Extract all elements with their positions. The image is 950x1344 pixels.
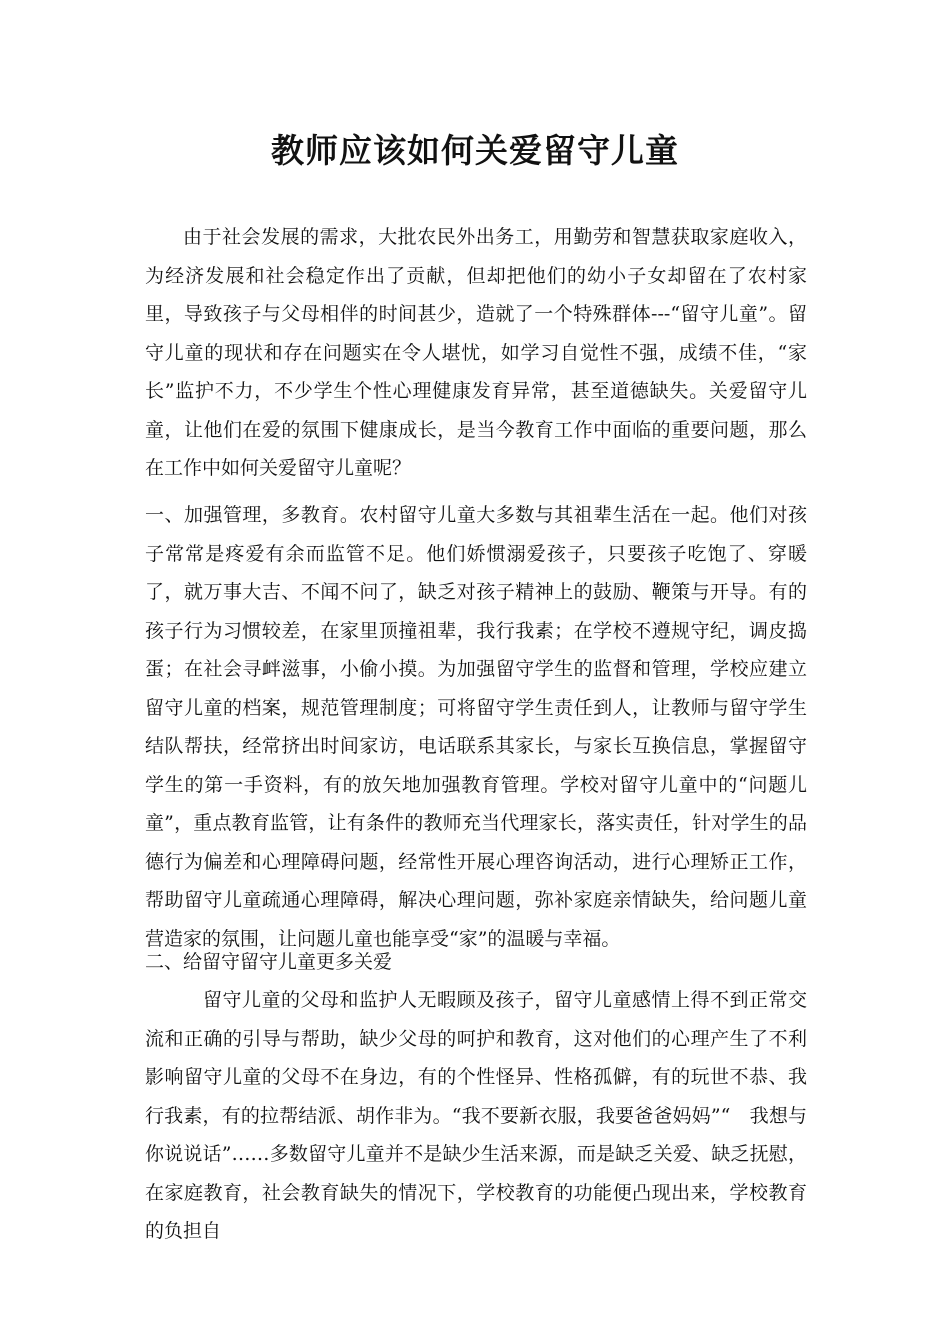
paragraph-section-2: 留守儿童的父母和监护人无暇顾及孩子，留守儿童感情上得不到正常交流和正确的引导与帮助，缺少父母的呵护和教育，这对他们的心理产生了不利影响留守儿童的父母不在身边，有的个性怪异、性格孤僻，有的玩世不恭、我行我素，有的拉帮结派、胡作非为。“我不要新衣服，我要爸爸妈妈”“ 我想与你说说话”……多数留守儿童并不是缺少生活来源，而是缺乏关爱、缺乏抚慰，在家庭教育，社会教育缺失的情况下，学校教育的功能便凸现出来，学校教育的负担自 [145, 989, 807, 1242]
paragraph-section-1: 一、加强管理，多教育。农村留守儿童大多数与其祖辈生活在一起。他们对孩子常常是疼爱有余而监管不足。他们娇惯溺爱孩子，只要孩子吃饱了、穿暖了，就万事大吉、不闻不问了，缺乏对孩子精神上的鼓励、鞭策与开导。有的孩子行为习惯较差，在家里顶撞祖辈，我行我素；在学校不遵规守纪，调皮捣蛋；在社会寻衅滋事，小偷小摸。为加强留守学生的监督和管理，学校应建立留守儿童的档案，规范管理制度；可将留守学生责任到人，让教师与留守学生结队帮扶，经常挤出时间家访，电话联系其家长，与家长互换信息，掌握留守学生的第一手资料，有的放矢地加强教育管理。学校对留守儿童中的“问题儿童”，重点教育监管，让有条件的教师充当代理家长，落实责任，针对学生的品德行为偏差和心理障碍问题，经常性开展心理咨询活动，进行心理矫正工作，帮助留守儿童疏通心理障碍，解决心理问题，弥补家庭亲情缺失，给问题儿童营造家的氛围，让问题儿童也能享受“家”的温暖与幸福。 [145, 504, 807, 950]
section-2-heading: 二、给留守留守儿童更多关爱 [145, 951, 393, 973]
paragraph-intro: 由于社会发展的需求，大批农民外出务工，用勤劳和智慧获取家庭收入，为经济发展和社会稳定作出了贡献，但却把他们的幼小子女却留在了农村家里，导致孩子与父母相伴的时间甚少，造就了一个特殊群体---“留守儿童”。留守儿童的现状和存在问题实在令人堪忧，如学习自觉性不强，成绩不佳，“家长”监护不力，不少学生个性心理健康发育异常，甚至道德缺失。关爱留守儿童，让他们在爱的氛围下健康成长，是当今教育工作中面临的重要问题，那么在工作中如何关爱留守儿童呢？ [145, 226, 807, 479]
document-title: 教师应该如何关爱留守儿童 [271, 131, 679, 170]
